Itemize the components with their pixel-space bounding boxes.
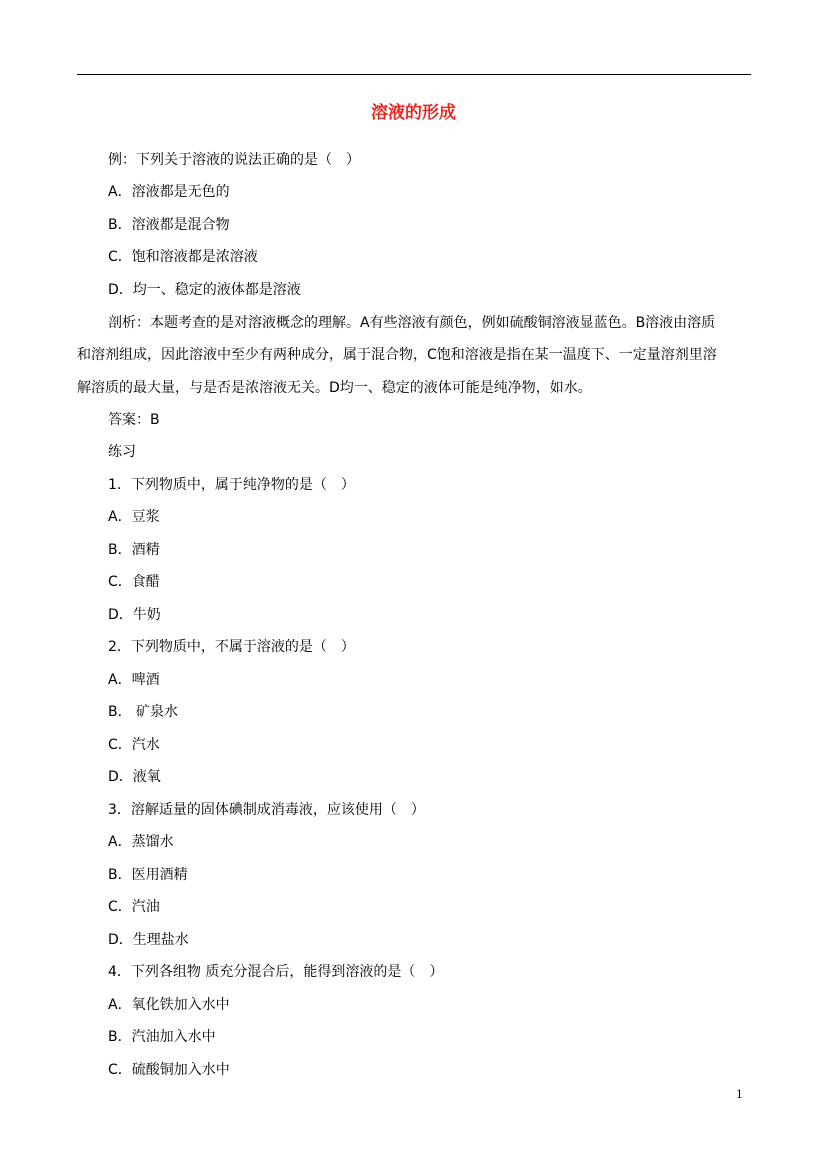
page-number: 1 <box>736 1088 743 1101</box>
question-2-option-c: C．汽水 <box>108 737 160 753</box>
question-3-option-d: D．生理盐水 <box>108 932 189 948</box>
example-option-b: B．溶液都是混合物 <box>108 217 230 233</box>
question-1-option-b: B．酒精 <box>108 542 160 558</box>
question-2-option-b: B． 矿泉水 <box>108 704 179 720</box>
question-4-option-c: C．硫酸铜加入水中 <box>108 1062 230 1078</box>
analysis-line-2: 和溶剂组成，因此溶液中至少有两种成分，属于混合物，C饱和溶液是指在某一温度下、一定量溶剂里溶 <box>77 347 717 363</box>
practice-heading: 练习 <box>108 444 136 460</box>
question-3-option-b: B．医用酒精 <box>108 867 188 883</box>
question-4-option-a: A．氧化铁加入水中 <box>108 997 230 1013</box>
question-1-option-d: D．牛奶 <box>108 607 161 623</box>
question-3-stem: 3．溶解适量的固体碘制成消毒液，应该使用（ ） <box>108 802 425 818</box>
header-rule <box>77 74 751 75</box>
analysis-line-3: 解溶质的最大量，与是否是浓溶液无关。D均一、稳定的液体可能是纯净物，如水。 <box>77 380 592 396</box>
question-2-option-d: D．液氧 <box>108 769 161 785</box>
analysis-line-1: 剖析：本题考查的是对溶液概念的理解。A有些溶液有颜色，例如硫酸铜溶液显蓝色。B溶液由溶质 <box>108 315 716 331</box>
question-3-option-a: A．蒸馏水 <box>108 834 174 850</box>
example-question: 例：下列关于溶液的说法正确的是（ ） <box>108 152 360 168</box>
example-option-c: C．饱和溶液都是浓溶液 <box>108 249 258 265</box>
question-1-option-c: C．食醋 <box>108 574 160 590</box>
example-answer: 答案：B <box>108 412 160 428</box>
document-title: 溶液的形成 <box>371 103 456 123</box>
example-option-a: A．溶液都是无色的 <box>108 184 230 200</box>
question-3-option-c: C．汽油 <box>108 899 160 915</box>
question-4-option-b: B．汽油加入水中 <box>108 1029 216 1045</box>
question-1-option-a: A．豆浆 <box>108 509 160 525</box>
question-4-stem: 4．下列各组物 质充分混合后，能得到溶液的是（ ） <box>108 964 444 980</box>
question-1-stem: 1．下列物质中，属于纯净物的是（ ） <box>108 477 355 493</box>
question-2-option-a: A．啤酒 <box>108 672 160 688</box>
example-option-d: D．均一、稳定的液体都是溶液 <box>108 282 301 298</box>
question-2-stem: 2．下列物质中，不属于溶液的是（ ） <box>108 639 355 655</box>
